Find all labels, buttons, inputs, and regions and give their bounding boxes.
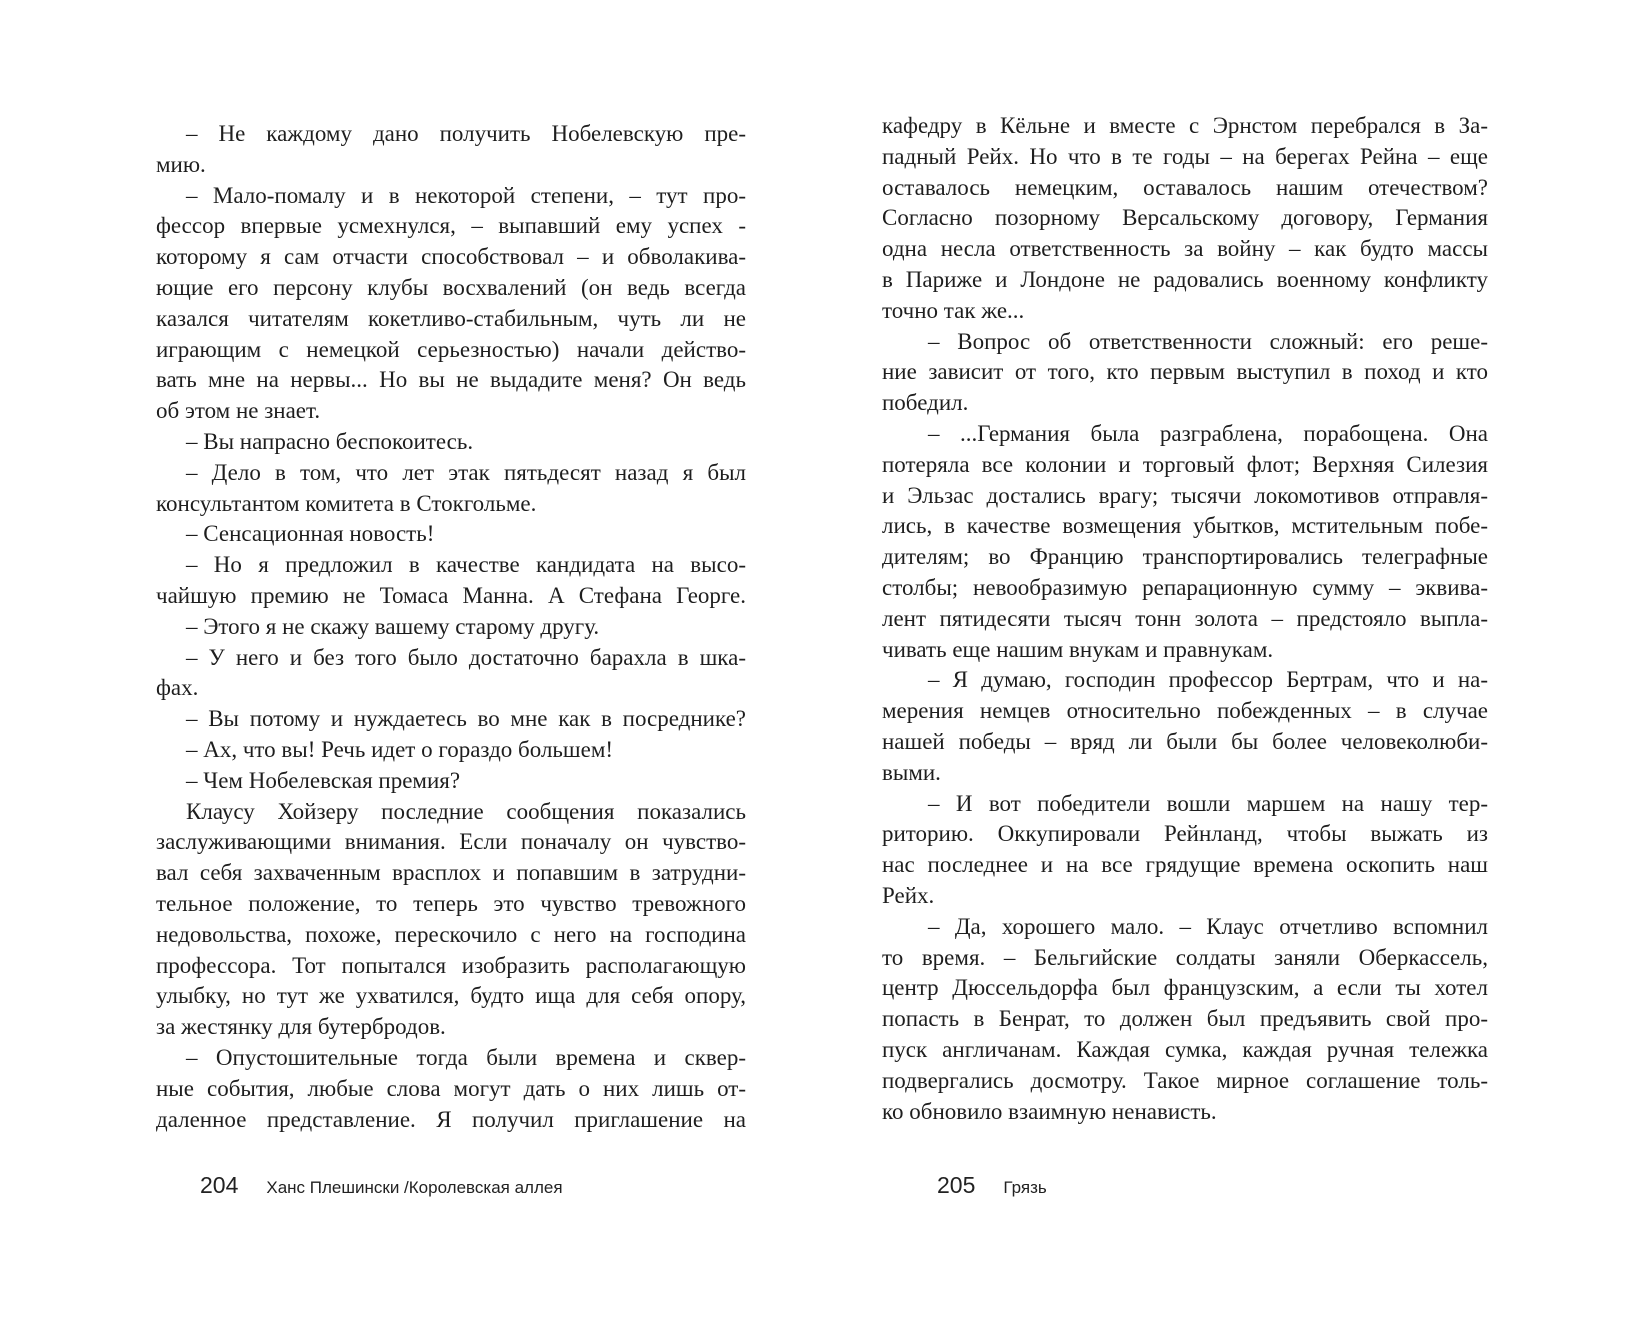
text-line: – ...Германия была разграблена, порабощена. Она (928, 420, 1488, 446)
text-line: Согласно позорному Версальскому договору, Германия (882, 205, 1488, 231)
text-line: лись, в качестве возмещения убытков, мстительным побе- (882, 513, 1488, 539)
text-line: пуск англичанам. Каждая сумка, каждая ручная тележка (882, 1036, 1488, 1062)
text-line: казался читателям кокетливо-стабильным, чуть ли не (156, 305, 746, 331)
text-line: консультантом комитета в Стокгольме. (156, 490, 537, 516)
text-line: которому я сам отчасти способствовал – и обволакива- (156, 244, 746, 270)
text-line: падный Рейх. Но что в те годы – на берегах Рейна – еще (882, 143, 1488, 169)
text-line: – И вот победители вошли маршем на нашу тер- (928, 790, 1488, 816)
text-line: Клаусу Хойзеру последние сообщения показались (186, 798, 746, 824)
right-page-footer (937, 1172, 1047, 1199)
text-line: мию. (156, 151, 206, 177)
text-line: выми. (882, 759, 941, 785)
text-line: тельное положение, то теперь это чувство тревожного (156, 890, 746, 916)
text-line: играющим с немецкой серьезностью) начали действо- (156, 336, 746, 362)
text-line: риторию. Оккупировали Рейнланд, чтобы выжать из (882, 821, 1488, 847)
running-head: Ханс Плешински /Королевская аллея (266, 1178, 563, 1197)
text-line: профессора. Тот попытался изобразить располагающую (156, 952, 746, 978)
text-line: фессор впервые усмехнулся, – выпавший ему успех - (156, 213, 746, 239)
right-page-text (882, 111, 1488, 1127)
text-line: центр Дюссельдорфа был французским, а если ты хотел (882, 975, 1488, 1001)
text-line: – Вы напрасно беспокоитесь. (186, 428, 474, 454)
text-line: – Не каждому дано получить Нобелевскую пре- (186, 121, 746, 146)
text-line: ющие его персону клубы восхвалений (он ведь всегда (156, 274, 746, 300)
right-page (820, 0, 1639, 1338)
left-page-footer (200, 1172, 563, 1199)
text-line: – Ах, что вы! Речь идет о гораздо большем! (186, 736, 614, 762)
text-line: – Но я предложил в качестве кандидата на высо- (186, 552, 746, 578)
text-line: – Сенсационная новость! (186, 521, 435, 547)
text-line: – Дело в том, что лет этак пятьдесят назад я был (186, 459, 746, 485)
text-line: столбы; невообразимую репарационную сумму – эквива- (882, 574, 1488, 600)
text-line: точно так же... (882, 297, 1025, 323)
text-line: заслуживающими внимания. Если поначалу он чувство- (156, 829, 746, 855)
text-line: – Чем Нобелевская премия? (186, 767, 461, 793)
text-line: кафедру в Кёльне и вместе с Эрнстом перебрался в За- (882, 113, 1488, 138)
text-line: недовольства, похоже, перескочило с него на господина (156, 921, 746, 947)
text-line: – Вы потому и нуждаетесь во мне как в посреднике? (186, 706, 746, 732)
running-head: Грязь (1003, 1178, 1047, 1197)
text-line: чайшую премию не Томаса Манна. А Стефана Георге. (156, 582, 746, 608)
text-line: оставалось немецким, оставалось нашим отечеством? (882, 174, 1488, 200)
text-line: – Да, хорошего мало. – Клаус отчетливо вспомнил (928, 913, 1488, 939)
text-line: и Эльзас достались врагу; тысячи локомотивов отправля- (882, 482, 1488, 508)
text-line: одна несла ответственность за войну – как будто массы (882, 236, 1488, 262)
text-line: об этом не знает. (156, 398, 321, 424)
text-line: потеряла все колонии и торговый флот; Верхняя Силезия (882, 451, 1488, 477)
text-line: нас последнее и на все грядущие времена оскопить наш (882, 852, 1488, 878)
text-line: нашей победы – вряд ли были бы более человеколюби- (882, 728, 1488, 754)
text-line: дителям; во Францию транспортировались телеграфные (882, 544, 1488, 570)
text-line: мерения немцев относительно побежденных – в случае (882, 698, 1488, 724)
text-line: – Этого я не скажу вашему старому другу. (186, 613, 600, 639)
text-line: – Я думаю, господин профессор Бертрам, что и на- (928, 667, 1488, 693)
text-line: подвергались досмотру. Такое мирное соглашение толь- (882, 1067, 1488, 1093)
text-line: – Мало-помалу и в некоторой степени, – тут про- (186, 182, 746, 208)
text-line: лент пятидесяти тысяч тонн золота – предстояло выпла- (882, 605, 1488, 631)
text-line: за жестянку для бутербродов. (156, 1014, 446, 1040)
text-line: попасть в Бенрат, то должен был предъявить свой про- (882, 1006, 1488, 1032)
text-line: улыбку, но тут же ухватился, будто ища для себя опору, (156, 983, 746, 1009)
text-line: Рейх. (882, 882, 935, 908)
text-line: чивать еще нашим внукам и правнукам. (882, 636, 1274, 662)
page-number: 204 (200, 1172, 239, 1198)
text-line: то время. – Бельгийские солдаты заняли Оберкассель, (882, 944, 1488, 970)
text-line: ные события, любые слова могут дать о них лишь от- (156, 1075, 746, 1101)
text-line: – Опустошительные тогда были времена и сквер- (186, 1044, 746, 1070)
text-line: даленное представление. Я получил приглашение на (156, 1106, 746, 1132)
text-line: фах. (156, 675, 199, 701)
page-number: 205 (937, 1172, 976, 1198)
text-line: – Вопрос об ответственности сложный: его реше- (928, 328, 1488, 354)
text-line: ко обновило взаимную ненависть. (882, 1098, 1217, 1124)
text-line: вать мне на нервы... Но вы не выдадите меня? Он ведь (156, 367, 746, 393)
text-line: вал себя захваченным врасплох и попавшим в затрудни- (156, 860, 746, 886)
text-line: победил. (882, 390, 969, 416)
text-line: в Париже и Лондоне не радовались военному конфликту (882, 266, 1488, 292)
text-line: ние зависит от того, кто первым выступил в поход и кто (882, 359, 1488, 385)
text-line: – У него и без того было достаточно барахла в шка- (186, 644, 746, 670)
left-page-text (156, 119, 746, 1135)
